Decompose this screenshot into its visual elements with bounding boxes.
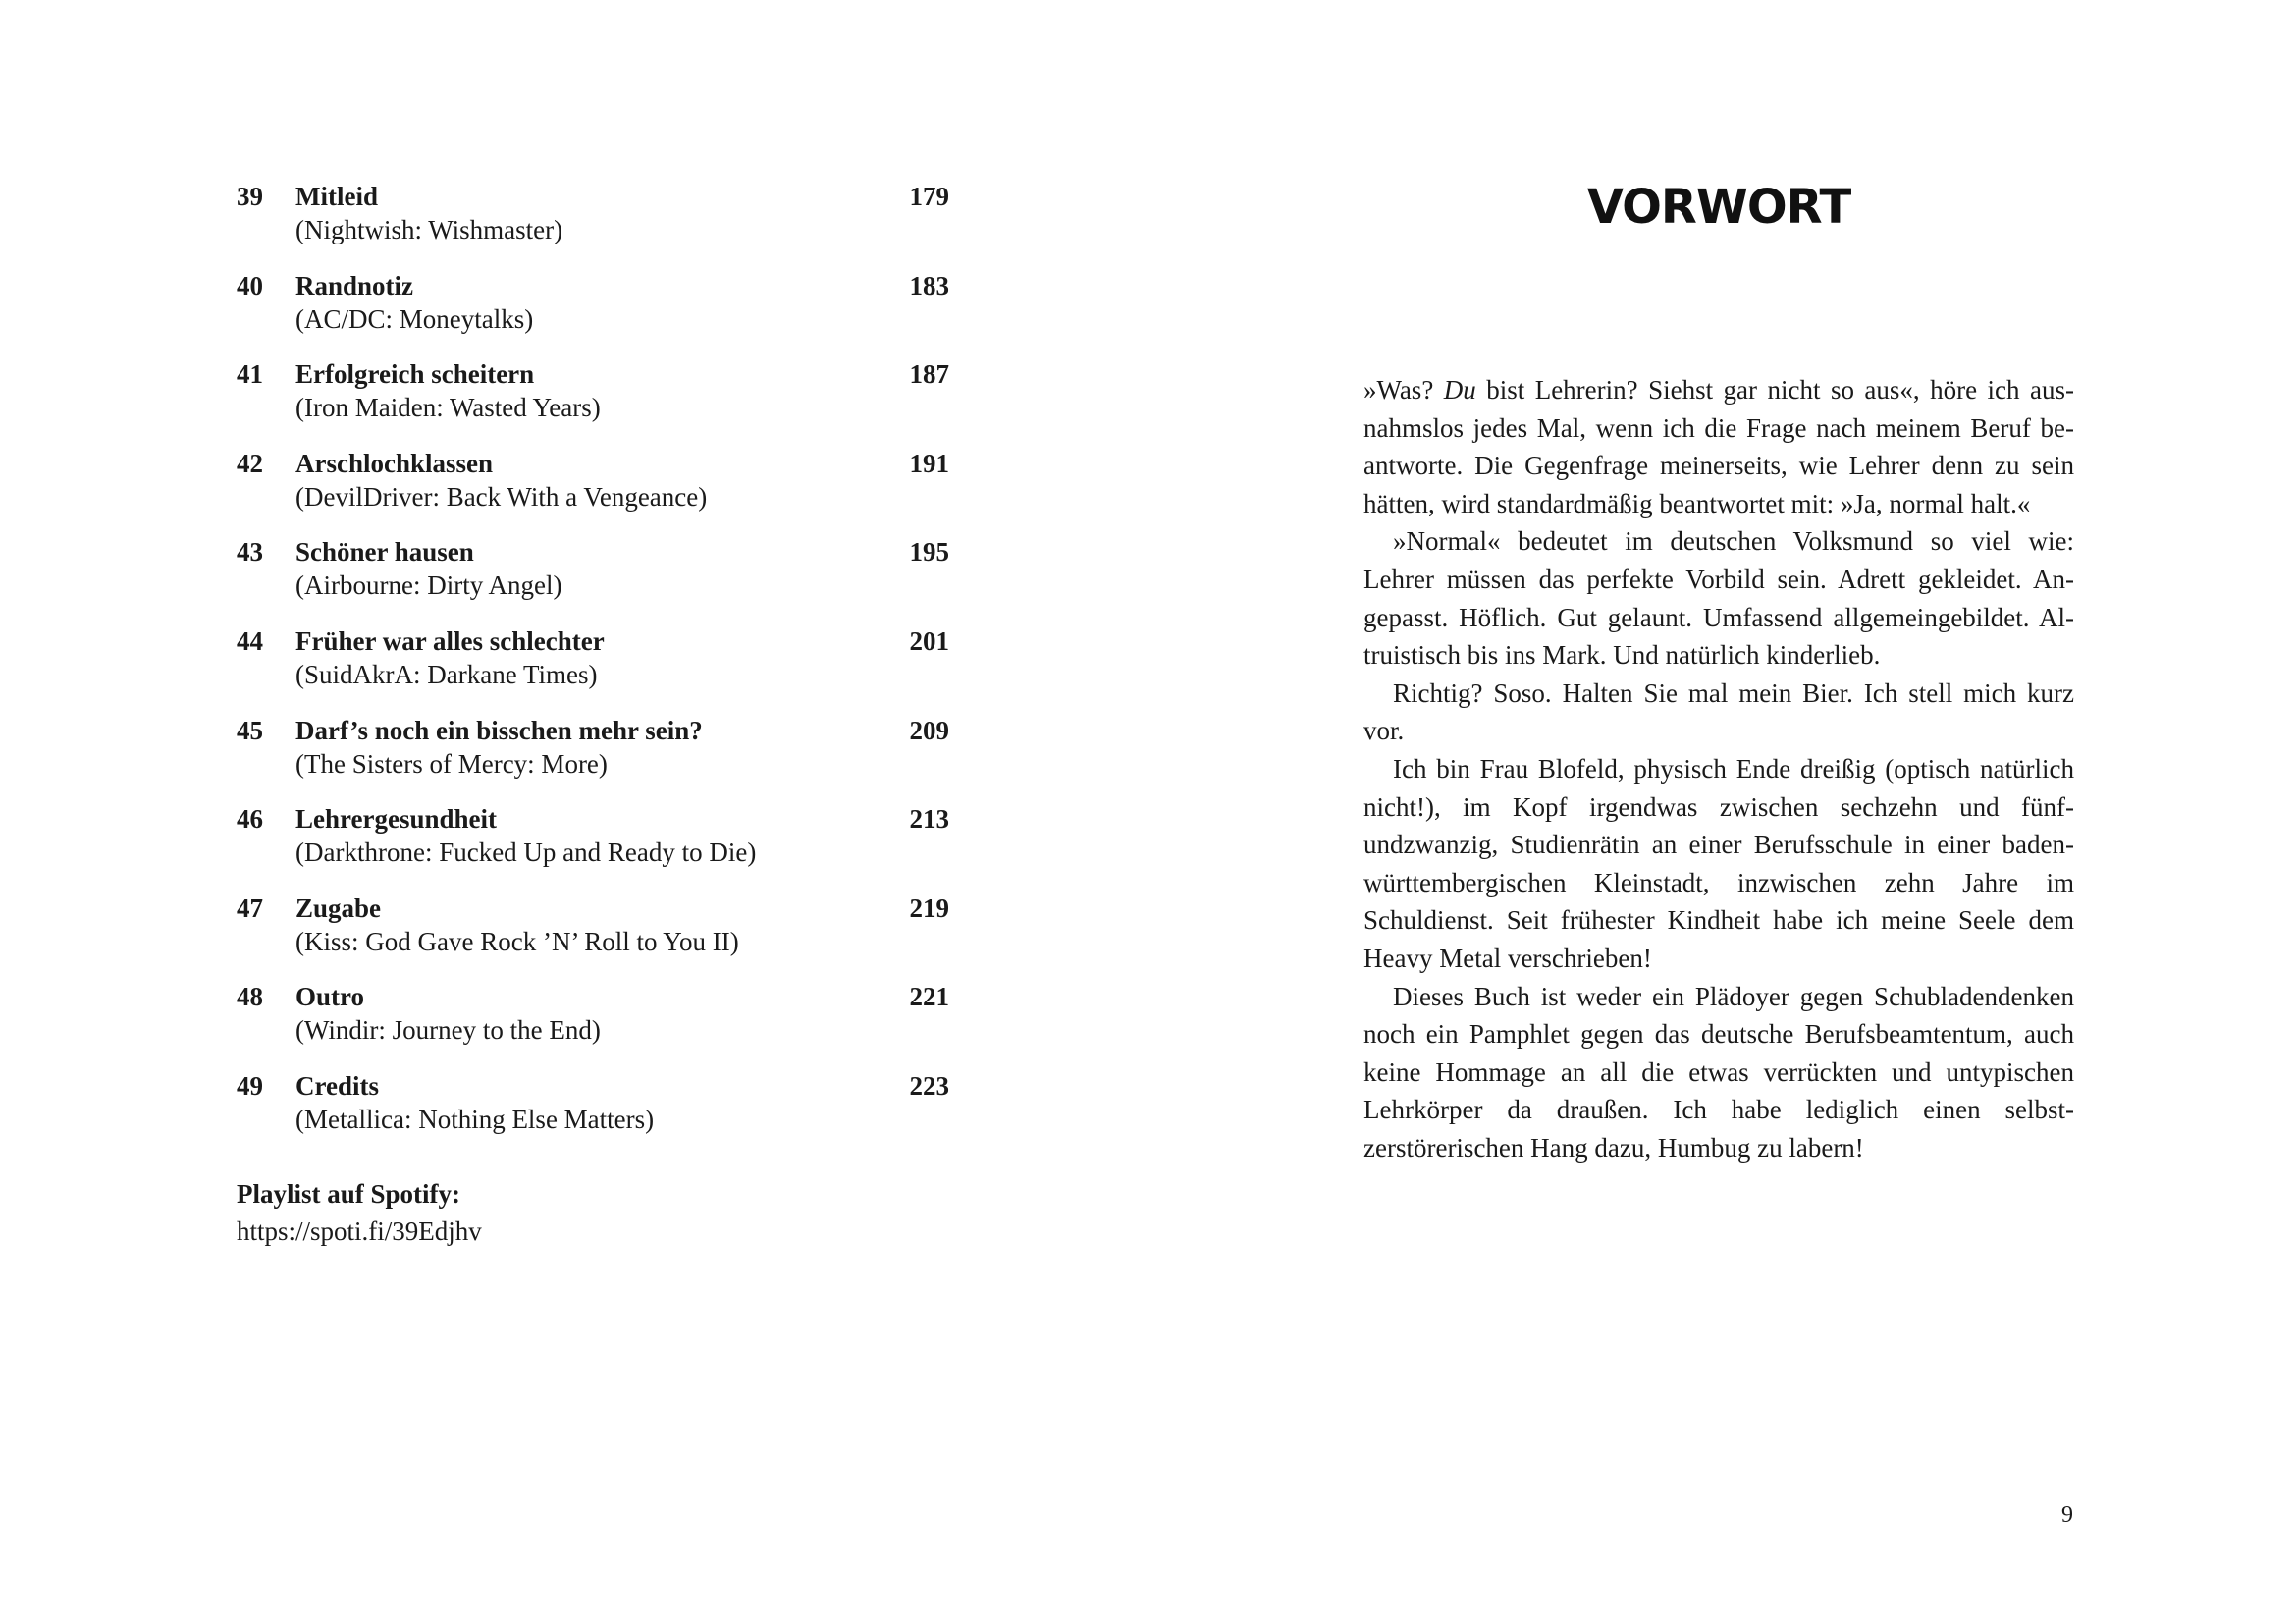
toc-entry <box>237 356 949 446</box>
toc-page-number: 209 <box>909 715 949 745</box>
page-number: 9 <box>2061 1502 2073 1528</box>
paragraph: Richtig? Soso. Halten Sie mal mein Bier. Ich stell mich kurz vor. <box>1363 677 2074 746</box>
toc-chapter-title: Randnotiz <box>295 270 414 300</box>
toc-entry <box>237 979 949 1068</box>
toc-chapter-title: Credits <box>295 1070 379 1101</box>
paragraph-text: bist Lehrerin? Siehst gar nicht so aus«, höre ich ausnahmslos jedes Mal, wenn ich die Frage nach meinem Beruf beantworte. Die Gegenfrage meinerseits, wie Lehrer denn zu sein hätten, wird standardmäßig beantwortet mit: »Ja, normal halt.« <box>1363 375 2074 518</box>
toc-entry <box>237 446 949 535</box>
toc-page-number: 183 <box>909 270 949 300</box>
toc-entry <box>237 1068 949 1158</box>
toc-entry <box>237 268 949 357</box>
toc-entry <box>237 534 949 623</box>
toc-chapter-number: 48 <box>237 982 263 1012</box>
toc-chapter-number: 46 <box>237 804 263 835</box>
toc-chapter-title: Outro <box>295 982 365 1012</box>
toc-page-number: 191 <box>909 448 949 478</box>
chapter-heading: VORWORT <box>1586 180 1851 235</box>
toc-chapter-title: Früher war alles schlechter <box>295 625 605 656</box>
toc-chapter-title: Mitleid <box>295 182 378 211</box>
toc-song: (Windir: Journey to the End) <box>295 1015 601 1046</box>
toc-entry <box>237 891 949 980</box>
vorwort-body <box>1363 371 2074 1166</box>
toc-chapter-number: 43 <box>237 537 263 568</box>
toc-song: (Darkthrone: Fucked Up and Ready to Die) <box>295 838 757 868</box>
paragraph: »Normal« bedeutet im deutschen Volksmund so viel wie: Lehrer müssen das perfekte Vorbild sein. Adrett gekleidet. Angepasst. Höflich. Gut gelaunt. Umfassend allgemeingebildet. Altruistisch bis ins Mark. Und natürlich kinderlieb. <box>1363 526 2074 671</box>
paragraph <box>1363 371 2074 522</box>
toc-chapter-number: 40 <box>237 270 263 300</box>
toc-page-number: 219 <box>909 893 949 923</box>
table-of-contents <box>237 179 949 1158</box>
toc-page-number: 213 <box>909 804 949 835</box>
toc-entry <box>237 179 949 268</box>
toc-song: (The Sisters of Mercy: More) <box>295 748 608 779</box>
playlist-link[interactable]: https://spoti.fi/39Edjhv <box>237 1217 482 1246</box>
toc-song: (Iron Maiden: Wasted Years) <box>295 393 601 423</box>
toc-chapter-number: 41 <box>237 359 263 390</box>
toc-entry <box>237 801 949 891</box>
toc-chapter-number: 49 <box>237 1070 263 1101</box>
toc-chapter-title: Darf’s noch ein bisschen mehr sein? <box>295 715 703 745</box>
toc-chapter-number: 47 <box>237 893 263 923</box>
toc-song: (SuidAkrA: Darkane Times) <box>295 659 598 689</box>
toc-chapter-number: 44 <box>237 625 263 656</box>
toc-song: (AC/DC: Moneytalks) <box>295 303 534 334</box>
playlist-block <box>237 1175 482 1250</box>
toc-chapter-number: 42 <box>237 448 263 478</box>
toc-page-number: 201 <box>909 625 949 656</box>
toc-page-number: 223 <box>909 1070 949 1101</box>
toc-chapter-title: Schöner hausen <box>295 537 474 568</box>
toc-song: (Nightwish: Wishmaster) <box>295 215 563 244</box>
toc-entry <box>237 713 949 802</box>
toc-page-number: 187 <box>909 359 949 390</box>
toc-song: (Airbourne: Dirty Angel) <box>295 570 562 601</box>
toc-page-number: 179 <box>909 182 949 211</box>
toc-entry <box>237 623 949 713</box>
toc-page-number: 221 <box>909 982 949 1012</box>
toc-chapter-title: Erfolgreich scheitern <box>295 359 535 390</box>
playlist-label: Playlist auf Spotify: <box>237 1179 461 1209</box>
paragraph: Ich bin Frau Blofeld, physisch Ende dreißig (optisch natürlich nicht!), im Kopf irgendwas zwischen sechzehn und fünfundzwanzig, Studienrätin an einer Berufsschule in einer baden-württembergischen Kleinstadt, inzwischen zehn Jahre im Schuldienst. Seit frühester Kindheit habe ich meine Seele dem Heavy Metal verschrieben! <box>1363 753 2074 973</box>
toc-chapter-title: Arschlochklassen <box>295 448 494 478</box>
toc-page-number: 195 <box>909 537 949 568</box>
emphasis-text: Du <box>1443 375 1476 405</box>
toc-song: (Metallica: Nothing Else Matters) <box>295 1104 655 1134</box>
paragraph: Dieses Buch ist weder ein Plädoyer gegen Schubladendenken noch ein Pamphlet gegen das deutsche Berufsbeamtentum, auch keine Hommage an all die etwas verrückten und untypischen Lehrkörper da draußen. Ich habe lediglich einen selbstzerstörerischen Hang dazu, Humbug zu labern! <box>1363 981 2074 1163</box>
toc-chapter-title: Zugabe <box>295 893 382 923</box>
paragraph-text: »Was? <box>1363 375 1444 405</box>
toc-chapter-number: 39 <box>237 182 263 211</box>
toc-song: (DevilDriver: Back With a Vengeance) <box>295 481 708 512</box>
toc-chapter-title: Lehrergesundheit <box>295 804 498 835</box>
toc-song: (Kiss: God Gave Rock ’N’ Roll to You II) <box>295 926 739 956</box>
toc-chapter-number: 45 <box>237 715 263 745</box>
